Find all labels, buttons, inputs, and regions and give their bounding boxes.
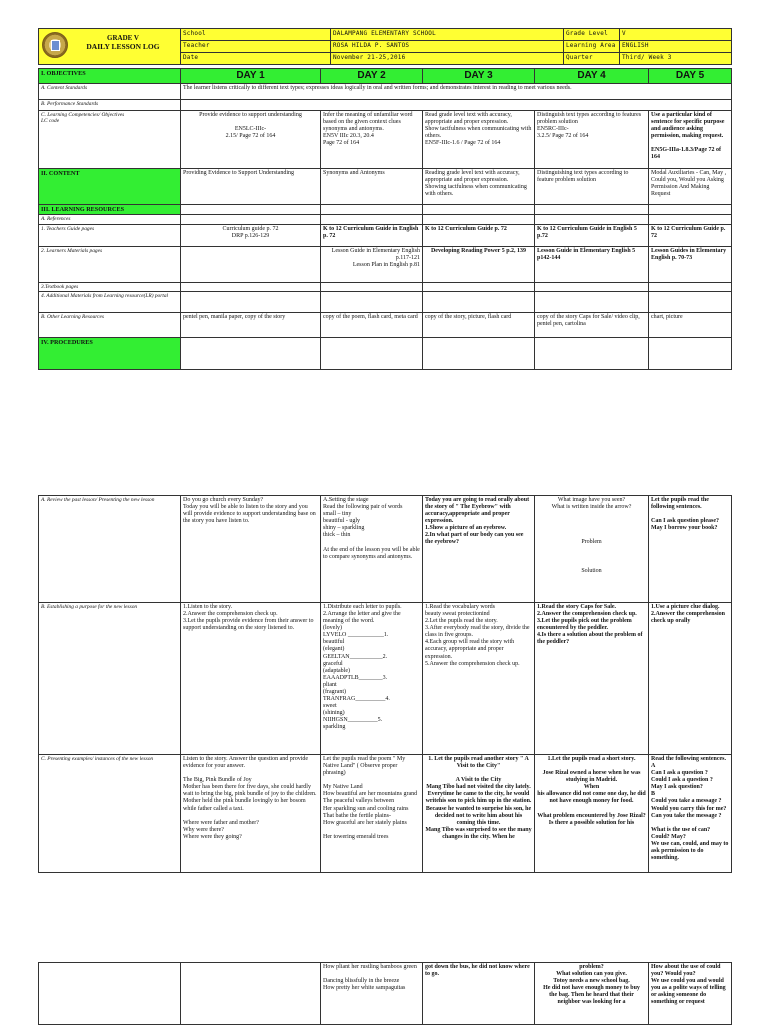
quarter-value: Third/ Week 3 bbox=[620, 53, 732, 65]
presenting-day-2: Let the pupils read the poem " My Native Land" ( Observe proper phrasing) My Native Land How beautiful are her mountains grand The peaceful valleys between Her sparkling sun and cooling rains That bathe the fertile plains- How graceful are her stately plains Her towering emerald trees bbox=[321, 755, 423, 873]
content-standards-value: The learner listens critically to different text types; expresses ideas logically in oral and written forms; and demonstrates interest in reading to meet various needs. bbox=[181, 84, 732, 100]
competency-day-5: Use a particular kind of sentence for specific purpose and audience asking permission, making request. EN5G-IIIa-1.8.3/Page 72 of 164 bbox=[649, 111, 732, 169]
logo-title-cell bbox=[39, 29, 181, 65]
presenting-label: C. Presenting examples/ instances of the new lesson bbox=[39, 755, 181, 873]
day-5-header: DAY 5 bbox=[649, 69, 732, 84]
other-resources-day-5: chart, picture bbox=[649, 313, 732, 338]
review-day-2: A.Setting the stage Read the following pair of words small – tiny beautiful - ugly shiny – sparkling thick – thin At the end of the lesson you will be able to compare synonyms and antonyms. bbox=[321, 496, 423, 603]
teacher-label: Teacher bbox=[181, 41, 331, 53]
continued-day-5: How about the use of could you? Would you? We use could you and would you as a polite ways of telling or asking someone do something or request bbox=[649, 963, 732, 1025]
day-4-header: DAY 4 bbox=[535, 69, 649, 84]
purpose-day-3: 1.Read the vocabulary words beauty sweat protectionind 2.Let the pupils read the story. 3.After everybody read the story, divide the class in five groups. 4.Each group will read the story with accuracy, appropriate and proper expression. 5.Answer the comprehension check up. bbox=[423, 603, 535, 755]
review-label: A. Review the past lesson/ Presenting the new lesson bbox=[39, 496, 181, 603]
teachers-guide-label: 1. Teachers Guide pages bbox=[39, 224, 181, 246]
other-resources-label: B. Other Learning Resources bbox=[39, 313, 181, 338]
review-day-3: Today you are going to read orally about the story of " The Eyebrow" with accuracy,appropriate and proper expression. 1.Show a picture of an eyebrow. 2.In what part of our body can you see the eyebrow? bbox=[423, 496, 535, 603]
purpose-label: B. Establishing a purpose for the new lesson bbox=[39, 603, 181, 755]
performance-standards-label: B. Performance Standards bbox=[39, 100, 181, 111]
grade-title: GRADE V bbox=[107, 34, 139, 42]
teachers-guide-day-3: K to 12 Curriculum Guide p. 72 bbox=[423, 224, 535, 246]
quarter-label: Quarter bbox=[564, 53, 620, 65]
daily-lesson-log-title: DAILY LESSON LOG bbox=[86, 42, 160, 51]
competency-day-2: Infer the meaning of unfamiliar word based on the given context clues synonyms and antonyms. EN5V IIIc 20.3, 20.4 Page 72 of 164 bbox=[321, 111, 423, 169]
presenting-day-5: Read the following sentences. A Can I ask a question ? Could I ask a question ? May I ask question? B Could you take a message ? Would you carry this for me? Can you take the message ? What is the use of can? Could? May? We use can, could, and may to ask permission to do something. bbox=[649, 755, 732, 873]
purpose-day-1: 1.Listen to the story. 2.Answer the comprehension check up. 3.Let the pupils provide evidence from their answer to support understanding on the story listened to. bbox=[181, 603, 321, 755]
competency-day-4: Distinguish text types according to features problem solution EN5RC-IIIc- 3.2.5/ Page 72 of 164 bbox=[535, 111, 649, 169]
references-label: A. References bbox=[39, 215, 181, 224]
teacher-value: ROSA HILDA P. SANTOS bbox=[331, 41, 564, 53]
review-day-1: Do you go church every Sunday? Today you will be able to listen to the story and you will provide evidence to support understanding base on the story you have listen to. bbox=[181, 496, 321, 603]
content-standards-label: A. Content Standards bbox=[39, 84, 181, 100]
learners-materials-day-4: Lesson Guide in Elementary English 5 p142-144 bbox=[535, 246, 649, 282]
procedures-table bbox=[38, 495, 732, 873]
continued-label bbox=[39, 963, 181, 1025]
teachers-guide-day-5: K to 12 Curriculum Guide p. 72 bbox=[649, 224, 732, 246]
teachers-guide-day-2: K to 12 Curriculum Guide in English p. 72 bbox=[321, 224, 423, 246]
date-value: November 21-25,2016 bbox=[331, 53, 564, 65]
learners-materials-day-2: Lesson Guide in Elementary English p.117-121 Lesson Plan in English p.81 bbox=[321, 246, 423, 282]
content-heading: II. CONTENT bbox=[39, 169, 181, 205]
day-2-header: DAY 2 bbox=[321, 69, 423, 84]
other-resources-day-3: copy of the story, picture, flash card bbox=[423, 313, 535, 338]
learning-area-label: Learning Area bbox=[564, 41, 620, 53]
date-label: Date bbox=[181, 53, 331, 65]
other-resources-day-4: copy of the story Caps for Sale/ video clip, pentel pen, cartolina bbox=[535, 313, 649, 338]
presenting-day-1: Listen to the story. Answer the question and provide evidence for your answer. The Big, Pink Bundle of Joy Mother has been there for five days, she could hardly wait to bring the big, pink bundle of joy to the children. Mother held the pink bundle lovingly to her bosom while father called a taxi. Where were father and mother? Why were there? Where were they going? bbox=[181, 755, 321, 873]
deped-seal-icon bbox=[42, 32, 68, 58]
learning-area-value: ENGLISH bbox=[620, 41, 732, 53]
learners-materials-day-1 bbox=[181, 246, 321, 282]
teachers-guide-day-1: Curriculum guide p. 72 DRP p.126-129 bbox=[181, 224, 321, 246]
continued-table bbox=[38, 962, 732, 1025]
day-3-header: DAY 3 bbox=[423, 69, 535, 84]
textbook-pages-label: 3.Textbook pages bbox=[39, 282, 181, 291]
other-resources-day-1: pentel pen, manila paper, copy of the story bbox=[181, 313, 321, 338]
competency-day-3: Read grade level text with accuracy, appropriate and proper expression. Show tactfulness when communicating with others. EN5F-IIIc-1.6 / Page 72 of 164 bbox=[423, 111, 535, 169]
presenting-day-4: 1.Let the pupils read a short story. Jose Rizal owned a horse when he was studying in Madrid. When his allowance did not come one day, he did not have enough money for food. What problem encountered by Jose Rizal? Is there a possible solution for his bbox=[535, 755, 649, 873]
continued-day-1 bbox=[181, 963, 321, 1025]
grade-level-value: V bbox=[620, 29, 732, 41]
teachers-guide-day-4: K to 12 Curriculum Guide in English 5 p.72 bbox=[535, 224, 649, 246]
content-day-5: Modal Auxiliaries - Can, May , Could you, Would you Asking Permission And Making Request bbox=[649, 169, 732, 205]
competency-day-1: Provide evidence to support understanding EN5LC-IIIc- 2.15/ Page 72 of 164 bbox=[181, 111, 321, 169]
grade-level-label: Grade Level bbox=[564, 29, 620, 41]
purpose-day-5: 1.Use a picture clue dialog. 2.Answer the comprehension check up orally bbox=[649, 603, 732, 755]
continued-day-4: problem? What solution can you give. Totoy needs a new school bag. He did not have enough money to buy the bag. Then he heard that their neighbor was looking for a bbox=[535, 963, 649, 1025]
dll-page-1 bbox=[38, 28, 731, 370]
content-day-4: Distinguishing text types according to feature problem solution bbox=[535, 169, 649, 205]
performance-standards-value bbox=[181, 100, 732, 111]
competencies-label: C. Learning Competencies/ Objectives LC code bbox=[39, 111, 181, 169]
learners-materials-label: 2. Learners Materials pages bbox=[39, 246, 181, 282]
purpose-day-2: 1.Distribute each letter to pupils. 2.Arrange the letter and give the meaning of the word. (lovely) LYVELO ____________1. beautiful (elegant) GEELTAN___________2. graceful (adaptable) EAAADPTLB________3. pliant (fragrant) TRANFRAG__________4. sweet (shining) NIIHGSN__________5. sparkling bbox=[321, 603, 423, 755]
other-resources-day-2: copy of the poem, flash card, meta card bbox=[321, 313, 423, 338]
header-table bbox=[38, 28, 732, 65]
continued-day-3: got down the bus, he did not know where to go. bbox=[423, 963, 535, 1025]
dll-page-3 bbox=[38, 962, 731, 1025]
continued-day-2: How pliant her rustling bamboos green Dancing blissfully in the breeze How pretty her white sampaguitas bbox=[321, 963, 423, 1025]
school-label: School bbox=[181, 29, 331, 41]
additional-materials-label: 4. Additional Materials from Learning resource(LR) portal bbox=[39, 292, 181, 313]
content-day-2: Synonyms and Antonyms bbox=[321, 169, 423, 205]
dll-page-2 bbox=[38, 495, 731, 873]
objectives-heading: I. OBJECTIVES bbox=[39, 69, 181, 84]
content-day-3: Reading grade level text with accuracy, appropriate and proper expression. Showing tactfulness when communicating with others. bbox=[423, 169, 535, 205]
learners-materials-day-3: Developing Reading Power 5 p.2, 139 bbox=[423, 246, 535, 282]
learners-materials-day-5: Lesson Guides in Elementary English p. 70-73 bbox=[649, 246, 732, 282]
presenting-day-3: 1. Let the pupils read another story " A Visit to the City" A Visit to the City Mang Tibo had not visited the city lately. Everytime he came to the city, he would writehis son to pick him up in the station. Because he wanted to surprise his son, he decided not to write him about his coming this time. Mang Tibo was surprised to see the many changes in the city. When he bbox=[423, 755, 535, 873]
day-1-header: DAY 1 bbox=[181, 69, 321, 84]
purpose-day-4: 1.Read the story Caps for Sale. 2.Answer the comprehension check up. 3.Let the pupils pick out the problem encountered by the peddler. 4.Is there a solution about the problem of the peddler? bbox=[535, 603, 649, 755]
review-day-4: What image have you seen? What is written inside the arrow? Problem Solution bbox=[535, 496, 649, 603]
review-day-5: Let the pupils read the following sentences. Can I ask question please? May I borrow your book? bbox=[649, 496, 732, 603]
procedures-heading: IV. PROCEDURES bbox=[39, 338, 181, 370]
content-day-1: Providing Evidence to Support Understanding bbox=[181, 169, 321, 205]
learning-resources-heading: III. LEARNING RESOURCES bbox=[39, 205, 181, 215]
school-value: DALAMPANG ELEMENTARY SCHOOL bbox=[331, 29, 564, 41]
objectives-table bbox=[38, 68, 732, 370]
